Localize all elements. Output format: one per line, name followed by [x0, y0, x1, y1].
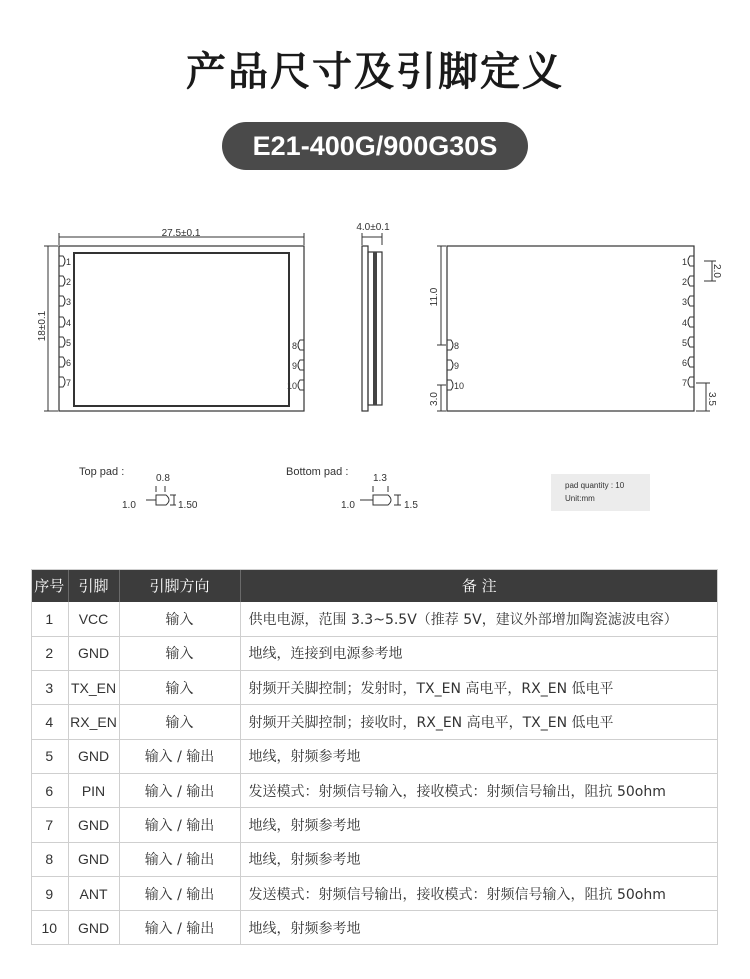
pad-mark — [688, 296, 694, 306]
cell-direction: 输入 — [119, 705, 240, 739]
cell-no: 1 — [31, 602, 68, 636]
cell-note: 地线，射频参考地 — [240, 842, 718, 876]
cell-no: 9 — [31, 876, 68, 910]
pad-mark — [59, 337, 65, 347]
table-row — [31, 842, 718, 876]
cell-no: 5 — [31, 739, 68, 773]
pad-mark — [59, 276, 65, 286]
pad-mark — [688, 337, 694, 347]
cell-direction: 输入 / 输出 — [119, 773, 240, 807]
cell-no: 4 — [31, 705, 68, 739]
pin-number-label: 5 — [66, 338, 72, 348]
pin-number-label: 7 — [681, 378, 687, 388]
bottom-pad-label: Bottom pad : — [286, 466, 349, 478]
pad-info-box — [551, 474, 650, 511]
pin-definition-table — [31, 569, 718, 945]
cell-pin: GND — [68, 808, 119, 842]
cell-note: 发送模式：射频信号输入，接收模式：射频信号输出，阻抗 50ohm — [240, 773, 718, 807]
pad-mark — [447, 360, 453, 370]
dimension-drawing — [0, 215, 750, 419]
table-row — [31, 876, 718, 910]
cell-note: 地线，连接到电源参考地 — [240, 636, 718, 670]
header-no: 序号 — [31, 569, 68, 602]
pad-mark — [447, 340, 453, 350]
pin-number-label: 9 — [291, 361, 297, 371]
pin-number-label: 2 — [66, 277, 72, 287]
cell-note: 射频开关脚控制；接收时，RX_EN 高电平，TX_EN 低电平 — [240, 705, 718, 739]
table-row — [31, 636, 718, 670]
pin8-offset-dimension: 11.0 — [429, 287, 440, 307]
top-pad-left: 1.0 — [122, 500, 136, 511]
bottom-offset-dimension: 3.0 — [429, 392, 440, 406]
cell-note: 地线，射频参考地 — [240, 808, 718, 842]
bottom-pad-left: 1.0 — [341, 500, 355, 511]
cell-direction: 输入 / 输出 — [119, 842, 240, 876]
pad-mark — [59, 377, 65, 387]
cell-pin: VCC — [68, 602, 119, 636]
table-row — [31, 671, 718, 705]
pad-mark — [688, 357, 694, 367]
pin-number-label: 9 — [454, 361, 460, 371]
cell-no: 6 — [31, 773, 68, 807]
pin-number-label: 4 — [66, 318, 72, 328]
thickness-dimension: 4.0±0.1 — [356, 222, 390, 233]
table-row — [31, 808, 718, 842]
pad-mark — [59, 317, 65, 327]
side-view — [356, 222, 390, 411]
cell-note: 发送模式：射频信号输出，接收模式：射频信号输入，阻抗 50ohm — [240, 876, 718, 910]
pitch-dimension: 2.0 — [711, 264, 722, 278]
height-dimension: 18±0.1 — [37, 310, 48, 342]
cell-note: 地线，射频参考地 — [240, 911, 718, 945]
cell-direction: 输入 — [119, 636, 240, 670]
pin-number-label: 8 — [454, 341, 460, 351]
pad-detail-drawing — [110, 470, 430, 520]
pad-mark — [59, 296, 65, 306]
table-row — [31, 911, 718, 945]
pin-number-label: 10 — [286, 381, 297, 391]
model-badge: E21-400G/900G30S — [222, 122, 528, 170]
cell-pin: GND — [68, 911, 119, 945]
top-pad-label: Top pad : — [79, 466, 125, 478]
cell-note: 地线，射频参考地 — [240, 739, 718, 773]
pad-mark — [298, 340, 304, 350]
table-row — [31, 739, 718, 773]
pin-number-label: 2 — [681, 277, 687, 287]
pin-number-label: 10 — [454, 381, 465, 391]
pad-mark — [688, 276, 694, 286]
cell-no: 7 — [31, 808, 68, 842]
pin-number-label: 1 — [681, 257, 687, 267]
table-header-row — [31, 569, 718, 602]
pin-number-label: 3 — [681, 297, 687, 307]
cell-pin: TX_EN — [68, 671, 119, 705]
cell-pin: GND — [68, 636, 119, 670]
cell-note: 射频开关脚控制；发射时，TX_EN 高电平，RX_EN 低电平 — [240, 671, 718, 705]
cell-no: 3 — [31, 671, 68, 705]
pin-number-label: 4 — [681, 318, 687, 328]
table-row — [31, 602, 718, 636]
pin-number-label: 8 — [291, 341, 297, 351]
pin-number-label: 6 — [66, 358, 72, 368]
pad-mark — [447, 380, 453, 390]
cell-direction: 输入 / 输出 — [119, 911, 240, 945]
pad-mark — [298, 380, 304, 390]
top-pad-right: 1.50 — [178, 500, 198, 511]
cell-direction: 输入 — [119, 602, 240, 636]
cell-pin: RX_EN — [68, 705, 119, 739]
cell-pin: GND — [68, 739, 119, 773]
top-pad-width: 0.8 — [156, 473, 170, 484]
unit-label: Unit:mm — [565, 494, 595, 503]
pin-number-label: 7 — [66, 378, 72, 388]
pin-number-label: 6 — [681, 358, 687, 368]
pad-mark — [59, 256, 65, 266]
table-row — [31, 773, 718, 807]
bottom-pad-right: 1.5 — [404, 500, 418, 511]
header-pin: 引脚 — [68, 569, 119, 602]
cell-no: 10 — [31, 911, 68, 945]
top-view — [37, 228, 304, 411]
pad-mark — [298, 360, 304, 370]
cell-no: 8 — [31, 842, 68, 876]
pin-number-label: 5 — [681, 338, 687, 348]
cell-pin: ANT — [68, 876, 119, 910]
header-note: 备 注 — [240, 569, 718, 602]
cell-direction: 输入 — [119, 671, 240, 705]
cell-note: 供电电源，范围 3.3~5.5V（推荐 5V，建议外部增加陶瓷滤波电容） — [240, 602, 718, 636]
cell-direction: 输入 / 输出 — [119, 808, 240, 842]
edge-offset-dimension: 3.5 — [706, 392, 717, 406]
header-direction: 引脚方向 — [119, 569, 240, 602]
table-row — [31, 705, 718, 739]
pad-mark — [688, 377, 694, 387]
cell-no: 2 — [31, 636, 68, 670]
pin-number-label: 3 — [66, 297, 72, 307]
width-dimension: 27.5±0.1 — [161, 228, 201, 239]
cell-direction: 输入 / 输出 — [119, 876, 240, 910]
cell-pin: PIN — [68, 773, 119, 807]
cell-pin: GND — [68, 842, 119, 876]
pad-mark — [688, 317, 694, 327]
pad-mark — [688, 256, 694, 266]
pin-number-label: 1 — [66, 257, 72, 267]
pad-mark — [59, 357, 65, 367]
page-title: 产品尺寸及引脚定义 — [186, 49, 564, 95]
bottom-pad-width: 1.3 — [373, 473, 387, 484]
cell-direction: 输入 / 输出 — [119, 739, 240, 773]
pad-quantity: pad quantity : 10 — [565, 481, 625, 490]
bottom-view — [429, 246, 722, 411]
